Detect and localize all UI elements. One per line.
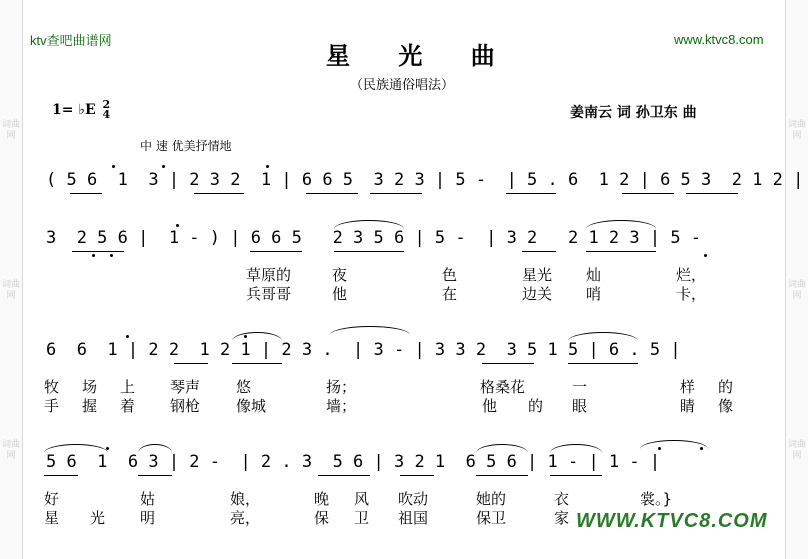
octave-dot [110, 254, 113, 257]
octave-dot [92, 254, 95, 257]
lyric-word: 像城 [236, 397, 267, 415]
lyric-word: 保 [314, 509, 330, 527]
lyric-word: 吹动 [398, 490, 429, 508]
lyric-word: 眼 [572, 397, 588, 415]
side-watermark: 词曲网 [1, 440, 20, 461]
beam-line [138, 475, 172, 476]
slur-mark [568, 332, 638, 341]
time-signature [103, 100, 111, 120]
beam-line [318, 475, 370, 476]
key-label: 1= ♭E [52, 102, 96, 118]
lyric-word: 着 [120, 397, 136, 415]
beam-line [72, 251, 124, 252]
lyric-word: 他 [482, 397, 498, 415]
lyric-word: 像 [718, 397, 734, 415]
lyric-word: 卫 [354, 509, 370, 527]
beam-line [250, 251, 302, 252]
octave-dot [112, 165, 115, 168]
slur-mark [586, 220, 656, 229]
score-row-3: 6 6 1 | 2 2 1 2 1 | 2 3 . | 3 - | 3 3 2 3 5 1 5 | 6 . 5 | [46, 340, 681, 360]
octave-dot [162, 165, 165, 168]
octave-dot [658, 447, 661, 450]
lyric-word: 星光 [522, 266, 553, 284]
slur-mark [334, 220, 404, 229]
score-row-1: ( 5 6 1 3 | 2 3 2 1 | 6 6 5 3 2 3 | 5 - | 5 . 6 1 2 | 6 5 3 2 1 2 | [46, 170, 804, 190]
beam-line [400, 475, 434, 476]
lyric-word: 哨 [586, 285, 602, 303]
lyric-word: 明 [140, 509, 156, 527]
lyric-word: 一 [572, 378, 588, 396]
beam-line [70, 193, 102, 194]
lyric-word: 裳。} [640, 490, 673, 508]
beam-line [194, 193, 244, 194]
octave-dot [244, 335, 247, 338]
credits: 姜南云 词 孙卫东 曲 [570, 105, 697, 121]
slur-mark [232, 332, 282, 341]
key-signature [52, 100, 110, 120]
beam-line [522, 251, 556, 252]
side-watermark: 词曲网 [787, 440, 806, 461]
lyric-word: 色 [442, 266, 458, 284]
slur-mark [476, 444, 528, 453]
lyric-word: 琴声 [170, 378, 201, 396]
lyric-word: 睛 [680, 397, 696, 415]
lyric-word: 草原的 [246, 266, 292, 284]
lyric-word: 光 [90, 509, 106, 527]
lyric-word: 上 [120, 378, 136, 396]
slur-mark [330, 326, 410, 335]
beam-line [686, 193, 738, 194]
lyric-word: 祖国 [398, 509, 429, 527]
slur-mark [138, 444, 172, 453]
score-row-2: 3 2 5 6 | 1 - ) | 6 6 5 2 3 5 6 | 5 - | 3 2 2 1 2 3 | 5 - [46, 228, 712, 248]
beam-line [482, 363, 534, 364]
beam-line [506, 193, 556, 194]
lyric-word: 星 [44, 509, 60, 527]
lyric-word: 灿 [586, 266, 602, 284]
lyric-word: 夜 [332, 266, 348, 284]
lyric-word: 衣 [554, 490, 570, 508]
lyric-word: 钢枪 [170, 397, 201, 415]
side-watermark: 词曲网 [787, 280, 806, 301]
time-top: 2 [102, 98, 111, 111]
lyric-word: 她的 [476, 490, 507, 508]
beam-line [550, 475, 602, 476]
lyric-word: 悠 [236, 378, 252, 396]
beam-line [622, 193, 674, 194]
lyric-word: 的 [718, 378, 734, 396]
lyric-word: 墙； [326, 397, 357, 415]
slur-mark [550, 444, 602, 453]
beam-line [370, 193, 422, 194]
lyric-word: 烂， [676, 266, 707, 284]
lyric-word: 亮， [230, 509, 261, 527]
lyric-word: 扬； [326, 378, 357, 396]
lyric-word: 娘， [230, 490, 261, 508]
beam-line [232, 363, 282, 364]
beam-line [44, 475, 78, 476]
site-watermark-right: www.ktvc8.com [674, 32, 764, 47]
beam-line [174, 363, 208, 364]
lyric-word: 边关 [522, 285, 553, 303]
octave-dot [266, 165, 269, 168]
octave-dot [704, 254, 707, 257]
lyric-word: 样 [680, 378, 696, 396]
lyric-word: 他 [332, 285, 348, 303]
lyric-word: 牧 [44, 378, 60, 396]
lyric-word: 家 [554, 509, 570, 527]
octave-dot [106, 447, 109, 450]
octave-dot [126, 335, 129, 338]
site-watermark-left: ktv查吧曲谱网 [30, 33, 112, 48]
octave-dot [176, 224, 179, 227]
lyric-word: 风 [354, 490, 370, 508]
lyric-word: 卡， [676, 285, 707, 303]
lyric-word: 兵哥哥 [246, 285, 292, 303]
lyric-word: 手 [44, 397, 60, 415]
slur-mark [44, 444, 108, 453]
side-watermark: 词曲网 [787, 120, 806, 141]
side-watermark: 词曲网 [1, 120, 20, 141]
time-bottom: 4 [102, 108, 111, 121]
lyric-word: 好 [44, 490, 60, 508]
side-watermark: 词曲网 [1, 280, 20, 301]
lyric-word: 在 [442, 285, 458, 303]
lyric-word: 姑 [140, 490, 156, 508]
lyric-word: 保卫 [476, 509, 507, 527]
lyric-word: 握 [82, 397, 98, 415]
song-subtitle: （民族通俗唱法） [350, 78, 455, 93]
beam-line [568, 363, 638, 364]
beam-line [334, 251, 404, 252]
lyric-word: 晚 [314, 490, 330, 508]
score-row-4: 5 6 1 6 3 | 2 - | 2 . 3 5 6 | 3 2 1 6 5 6 | 1 - | 1 - | [46, 452, 661, 472]
beam-line [476, 475, 528, 476]
tempo-marking: 中 速 优美抒情地 [140, 139, 232, 153]
lyric-word: 的 [528, 397, 544, 415]
beam-line [586, 251, 656, 252]
lyric-word: 格桑花 [480, 378, 526, 396]
beam-line [306, 193, 358, 194]
song-title: 星 光 曲 [326, 41, 515, 70]
site-logo: WWW.KTVC8.COM [576, 510, 768, 532]
slur-mark [640, 440, 708, 449]
octave-dot [700, 447, 703, 450]
lyric-word: 场 [82, 378, 98, 396]
